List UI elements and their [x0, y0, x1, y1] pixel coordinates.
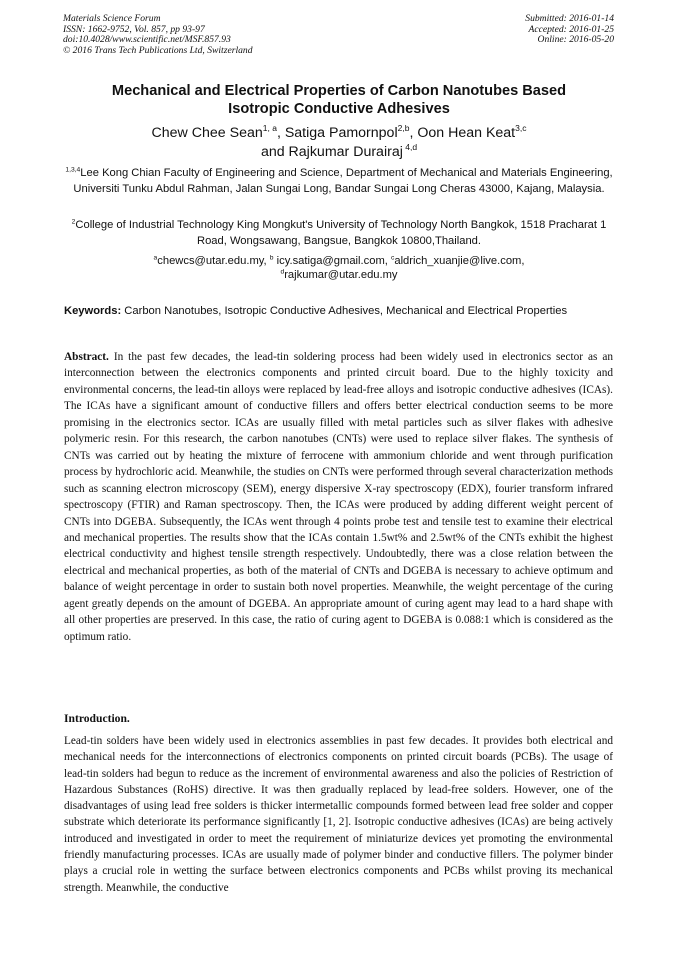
email-line-1	[62, 254, 616, 268]
affiliation-1	[62, 166, 616, 197]
submitted-date: Submitted: 2016-01-14	[525, 13, 614, 24]
author-2-sup: 2,b	[397, 123, 410, 134]
keywords-text: Carbon Nanotubes, Isotropic Conductive Adhesives, Mechanical and Electrical Properties	[121, 305, 568, 317]
affiliation-2-text: College of Industrial Technology King Mongkut's University of Technology North Bangkok, 1518 Pracharat 1 Road, Wongsawang, Bangsue, Bangkok 10800,Thailand.	[75, 219, 607, 247]
paper-title-line-2: Isotropic Conductive Adhesives	[228, 101, 450, 117]
journal-header-right	[525, 14, 614, 46]
email-d[interactable]: rajkumar@utar.edu.my	[284, 269, 398, 282]
online-date: Online: 2016-05-20	[537, 34, 614, 46]
keywords-label: Keywords:	[64, 305, 122, 317]
paper-title	[50, 82, 628, 118]
introduction-heading: Introduction.	[64, 712, 130, 725]
email-c-sup: c	[390, 254, 395, 262]
abstract	[64, 349, 613, 645]
affiliation-2	[62, 218, 616, 249]
introduction-paragraph: Lead-tin solders have been widely used in electronics assemblies in past few decades. It provides both electrical and mechanical needs for the interconnections of electronics components on printed circuit boards (PCBs). The usage of lead-tin solders had begun to reduce as the increment of environmental awareness and also the policies of Restriction of Hazardous Substances (RoHS) directive. It was then gradually replaced by lead-free solders. However, one of the disadvantages of using lead free solders is thicker intermetallic compounds formed between lead free solder and copper substrate which deteriorate its performance significantly [1, 2]. Isotropic conductive adhesives (ICAs) are being actively introduced and investigated in order to meet the requirement of miniaturize devices yet promoting the environmental friendly manufacturing processes. ICAs are usually made of polymer binder and conductive fillers. The polymer binder plays a crucial role in wetting the surface between electronics components and PCBs whilst proving its mechanical strength. Meanwhile, the conductive	[64, 735, 613, 894]
email-line-2	[62, 268, 616, 282]
keywords	[64, 305, 613, 319]
author-emails	[62, 254, 616, 283]
author-3-sup: 3,c	[515, 123, 527, 134]
journal-copyright: © 2016 Trans Tech Publications Ltd, Switzerland	[63, 44, 253, 56]
author-2-name: , Satiga Pamornpol	[276, 125, 398, 141]
abstract-label: Abstract.	[64, 351, 109, 363]
abstract-text: In the past few decades, the lead-tin soldering process had been widely used in electronics sector as an interconnection between the electronics components and printed circuit board. Due to the highly toxicity and environmental concerns, the lead-tin alloys were replaced by lead-free alloys and isotropic conductive adhesives (ICAs). The ICAs have a significant amount of conductive fillers and offers better electrical conduction seems to be more promising in the electronics sector. ICAs are usually filled with metal particles such as silver flakes with adhesive polymeric resin. For this research, the carbon nanotubes (CNTs) were used to replace silver flakes. The synthesis of CNTs was carried out by heating the mixture of ferrocene with ammonium chloride and went through purification process by hydrochloric acid. Meanwhile, the studies on CNTs were performed through several characterization methods such as scanning electron microscopy (SEM), energy dispersive X-ray spectroscopy (EDX), fourier transform infrared spectroscopy (FTIR) and Raman spectroscopy. Then, the ICAs were produced by adding different weight percent of CNTs into DGEBA. Subsequently, the ICAs went through 4 points probe test and tensile test to examine their electrical and mechanical properties. The results show that the ICAs contain 1.5wt% and 2.5wt% of the CNTs exhibit the highest electrical conductivity and highest tensile strength respectively. Undoubtedly, there was a close relation between the electrical and mechanical properties, as both of the material of CNTs and DGEBA is necessary to achieve optimum and balance of weight percentage in order to sustain both novel properties. Meanwhile, the weight percentage of the curing agent greatly depends on the amount of DGEBA. An appropriate amount of curing agent may lead to a hard shape with all other properties are preserved. In this case, the ratio of curing agent to DGEBA is 0.088:1 which is considered as the optimum ratio.	[64, 351, 613, 643]
journal-doi: doi:10.4028/www.scientific.net/MSF.857.93	[63, 34, 231, 46]
journal-issn: ISSN: 1662-9752, Vol. 857, pp 93-97	[63, 23, 205, 35]
author-line-2	[50, 143, 628, 162]
email-a-sup: a	[153, 254, 158, 262]
author-1-sup: 1, a	[262, 123, 277, 134]
author-1-name: Chew Chee Sean	[151, 125, 263, 141]
journal-name: Materials Science Forum	[63, 13, 161, 24]
email-b[interactable]: icy.satiga@gmail.com,	[273, 255, 391, 267]
journal-header-left	[63, 14, 253, 56]
email-d-sup: d	[280, 268, 285, 276]
author-4-sup: 4,d	[402, 141, 418, 152]
affiliation-1-text: Lee Kong Chian Faculty of Engineering and Science, Department of Mechanical and Materials Engineering, Universiti Tunku Abdul Rahman, Jalan Sungai Long, Bandar Sungai Long Cheras 43000, Kajang, Malaysia.	[73, 167, 613, 195]
author-3-name: , Oon Hean Keat	[409, 125, 516, 141]
author-list	[50, 124, 628, 161]
email-a[interactable]: chewcs@utar.edu.my,	[157, 255, 270, 267]
email-c[interactable]: aldrich_xuanjie@live.com,	[394, 255, 525, 267]
author-line-1	[50, 124, 628, 143]
author-4-name: and Rajkumar Durairaj	[260, 143, 403, 160]
affiliation-2-sup: 2	[71, 218, 76, 226]
email-b-sup: b	[269, 254, 274, 262]
paper-title-line-1: Mechanical and Electrical Properties of Carbon Nanotubes Based	[111, 83, 567, 99]
accepted-date: Accepted: 2016-01-25	[528, 23, 614, 35]
affiliation-1-sup: 1,3,4	[65, 166, 81, 174]
